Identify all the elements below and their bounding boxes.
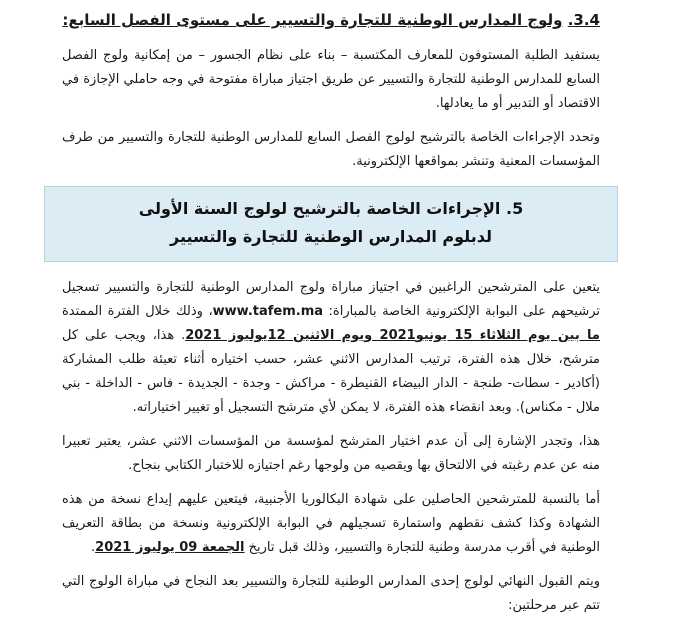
paragraph-3-part-3: . هذا، ويجب على كل مترشح، خلال هذه الفترة، ترتيب المدارس الاثني عشر، حسب اختياره أثناء تعبئة طلب المشاركة (أكادير - سطات- طنجة - الدار البيضاء القنيطرة - مراكش - وجدة - الجديدة - فاس - الداخلة - بني ملال - مكناس). وبعد انقضاء هذه الفترة، لا يمكن لأي مترشح التسجيل أو تغيير اختياراته.	[62, 328, 600, 415]
paragraph-6: ويتم القبول النهائي لولوج إحدى المدارس الوطنية للتجارة والتسيير بعد النجاح في مباراة الولوج التي تتم عبر مرحلتين:	[62, 574, 600, 613]
paragraph-5-part-2: .	[91, 540, 96, 555]
paragraph-3-part-1: يتعين على المترشحين الراغبين في اجتياز مباراة ولوج المدارس الوطنية للتجارة والتسيير تسجيل ترشيحهم على البوابة الإلكترونية الخاصة بالمباراة:	[62, 280, 600, 319]
section-3-4-title: ولوج المدارس الوطنية للتجارة والتسيير على مستوى الفصل السابع:	[62, 11, 563, 29]
paragraph-4: هذا، وتجدر الإشارة إلى أن عدم اختيار المترشح لمؤسسة من المؤسسات الاثني عشر، يعتبر تعبيرا منه عن عدم رغبته في الالتحاق بها ويقصيه من ولوجها رغم اجتيازه للاختبار الكتابي بنجاح.	[62, 434, 600, 473]
section-3-4-heading	[62, 10, 600, 30]
section-3-4-number: 3.4.	[567, 11, 600, 29]
paragraph-3-part-2: ، وذلك خلال الفترة الممتدة	[62, 304, 213, 319]
section-5-heading-box	[44, 186, 618, 262]
section-5-title-line-1	[69, 195, 593, 223]
paragraph-5	[62, 488, 600, 560]
registration-date-range: ما بين يوم الثلاثاء 15 يونيو2021 ويوم الاثنين 12يوليوز 2021	[185, 328, 600, 343]
section-5-title-line-2: لدبلوم المدارس الوطنية للتجارة والتسيير	[170, 227, 492, 246]
paragraph-3	[62, 276, 600, 420]
section-5-title-text-1: الإجراءات الخاصة بالترشيح لولوج السنة الأولى	[138, 199, 501, 218]
deposit-deadline: الجمعة 09 يوليوز 2021	[95, 540, 245, 555]
section-5-number: 5.	[505, 199, 524, 218]
paragraph-5-part-1: أما بالنسبة للمترشحين الحاصلين على شهادة البكالوريا الأجنبية، فيتعين عليهم إيداع نسخة من هذه الشهادة وكذا كشف نقطهم واستمارة تسجيلهم في البوابة الإلكترونية ونسخة من بطاقة التعريف الوطنية في أقرب مدرسة وطنية للتجارة والتسيير، وذلك قبل تاريخ	[62, 492, 600, 555]
paragraph-2: وتحدد الإجراءات الخاصة بالترشيح لولوج الفصل السابع للمدارس الوطنية للتجارة والتسيير من طرف المؤسسات المعنية وتنشر بمواقعها الإلكترونية.	[62, 130, 600, 169]
registration-website: www.tafem.ma	[212, 304, 324, 319]
paragraph-1: يستفيد الطلبة المستوفون للمعارف المكتسبة – بناء على نظام الجسور – من إمكانية ولوج الفصل السابع للمدارس الوطنية للتجارة والتسيير عن طريق اجتياز مباراة مفتوحة في وجه حاملي الإجازة في الاقتصاد أو التدبير أو ما يعادلها.	[62, 48, 600, 111]
